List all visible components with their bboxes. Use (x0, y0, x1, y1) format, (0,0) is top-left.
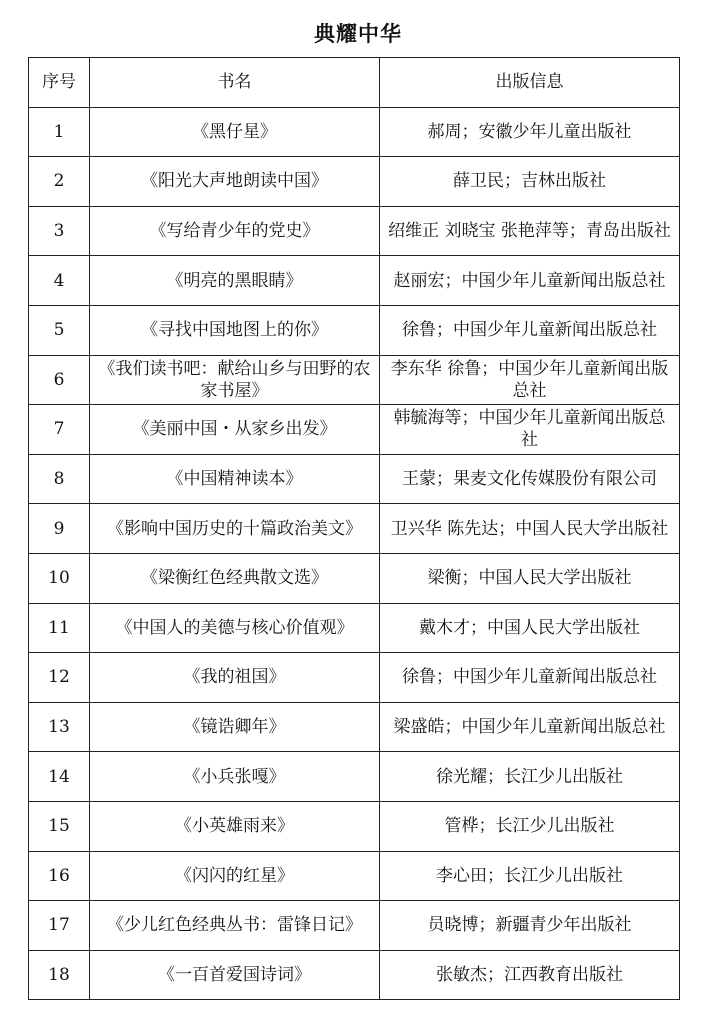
cell-no: 13 (29, 702, 90, 752)
cell-publisher: 郝周；安徽少年儿童出版社 (380, 107, 680, 157)
table-row (29, 454, 680, 504)
cell-publisher: 徐鲁；中国少年儿童新闻出版总社 (380, 653, 680, 703)
cell-publisher: 梁盛皓；中国少年儿童新闻出版总社 (380, 702, 680, 752)
cell-no: 7 (29, 405, 90, 455)
table-row (29, 206, 680, 256)
table-row (29, 901, 680, 951)
cell-no: 1 (29, 107, 90, 157)
cell-book-name: 《小兵张嘎》 (90, 752, 380, 802)
table-row (29, 355, 680, 405)
table-header-row (29, 58, 680, 108)
cell-book-name: 《中国人的美德与核心价值观》 (90, 603, 380, 653)
cell-book-name: 《影响中国历史的十篇政治美文》 (90, 504, 380, 554)
table-row (29, 405, 680, 455)
cell-book-name: 《小英雄雨来》 (90, 801, 380, 851)
table-row (29, 653, 680, 703)
document-title: 典耀中华 (314, 22, 402, 46)
cell-book-name: 《明亮的黑眼睛》 (90, 256, 380, 306)
column-header-name: 书名 (90, 58, 380, 108)
cell-publisher: 绍维正 刘晓宝 张艳萍等；青岛出版社 (380, 206, 680, 256)
table-row (29, 553, 680, 603)
cell-book-name: 《我的祖国》 (90, 653, 380, 703)
table-row (29, 851, 680, 901)
cell-publisher: 李东华 徐鲁；中国少年儿童新闻出版总社 (380, 355, 680, 405)
cell-no: 5 (29, 305, 90, 355)
cell-book-name: 《少儿红色经典丛书：雷锋日记》 (90, 901, 380, 951)
table-row (29, 157, 680, 207)
cell-no: 8 (29, 454, 90, 504)
cell-book-name: 《我们读书吧：献给山乡与田野的农家书屋》 (90, 355, 380, 405)
cell-book-name: 《镜诰卿年》 (90, 702, 380, 752)
cell-no: 17 (29, 901, 90, 951)
cell-publisher: 戴木才；中国人民大学出版社 (380, 603, 680, 653)
cell-no: 18 (29, 950, 90, 1000)
cell-book-name: 《闪闪的红星》 (90, 851, 380, 901)
cell-publisher: 薛卫民；吉林出版社 (380, 157, 680, 207)
table-row (29, 950, 680, 1000)
cell-publisher: 张敏杰；江西教育出版社 (380, 950, 680, 1000)
table-row (29, 752, 680, 802)
cell-book-name: 《阳光大声地朗读中国》 (90, 157, 380, 207)
cell-publisher: 李心田；长江少儿出版社 (380, 851, 680, 901)
cell-no: 11 (29, 603, 90, 653)
cell-no: 15 (29, 801, 90, 851)
table-row (29, 107, 680, 157)
cell-publisher: 卫兴华 陈先达；中国人民大学出版社 (380, 504, 680, 554)
cell-no: 4 (29, 256, 90, 306)
cell-no: 3 (29, 206, 90, 256)
book-list-table (28, 57, 680, 1000)
cell-book-name: 《一百首爱国诗词》 (90, 950, 380, 1000)
cell-no: 10 (29, 553, 90, 603)
table-row (29, 801, 680, 851)
cell-book-name: 《美丽中国・从家乡出发》 (90, 405, 380, 455)
cell-publisher: 员晓博；新疆青少年出版社 (380, 901, 680, 951)
cell-publisher: 王蒙；果麦文化传媒股份有限公司 (380, 454, 680, 504)
cell-no: 6 (29, 355, 90, 405)
cell-no: 2 (29, 157, 90, 207)
column-header-no: 序号 (29, 58, 90, 108)
cell-no: 9 (29, 504, 90, 554)
cell-publisher: 韩毓海等；中国少年儿童新闻出版总社 (380, 405, 680, 455)
cell-book-name: 《梁衡红色经典散文选》 (90, 553, 380, 603)
cell-book-name: 《寻找中国地图上的你》 (90, 305, 380, 355)
column-header-publisher: 出版信息 (380, 58, 680, 108)
cell-publisher: 管桦；长江少儿出版社 (380, 801, 680, 851)
table-row (29, 504, 680, 554)
cell-no: 16 (29, 851, 90, 901)
cell-book-name: 《写给青少年的党史》 (90, 206, 380, 256)
table-row (29, 256, 680, 306)
table-row (29, 702, 680, 752)
cell-publisher: 赵丽宏；中国少年儿童新闻出版总社 (380, 256, 680, 306)
cell-no: 12 (29, 653, 90, 703)
cell-publisher: 梁衡；中国人民大学出版社 (380, 553, 680, 603)
table-row (29, 603, 680, 653)
cell-no: 14 (29, 752, 90, 802)
table-row (29, 305, 680, 355)
cell-publisher: 徐鲁；中国少年儿童新闻出版总社 (380, 305, 680, 355)
cell-book-name: 《中国精神读本》 (90, 454, 380, 504)
cell-publisher: 徐光耀；长江少儿出版社 (380, 752, 680, 802)
cell-book-name: 《黑仔星》 (90, 107, 380, 157)
